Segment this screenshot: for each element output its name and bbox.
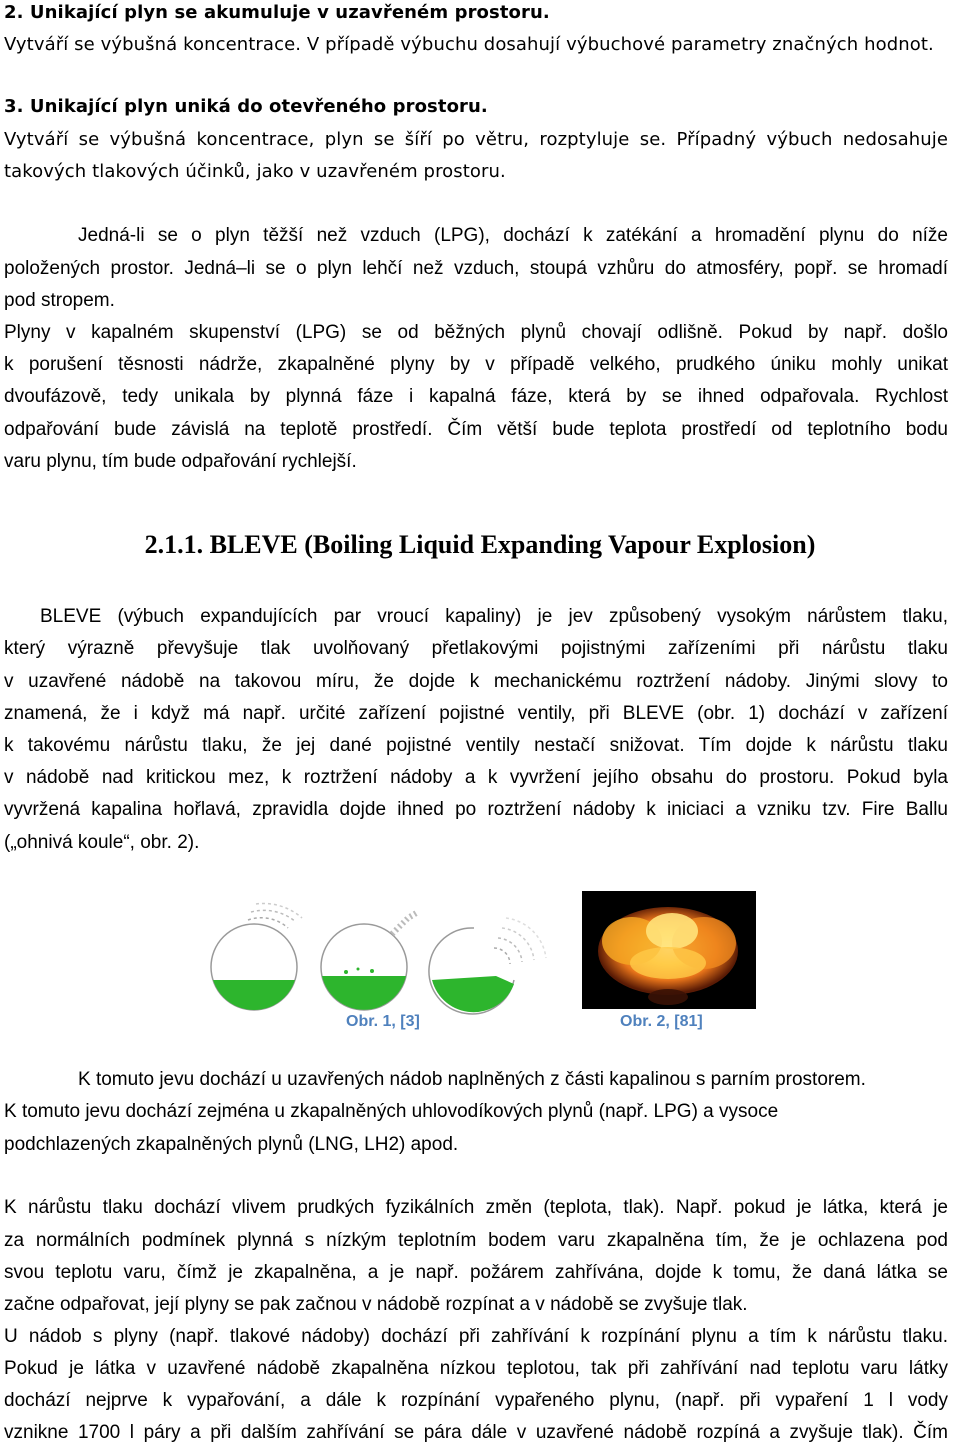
- paragraph-line: dvoufázově, tedy unikala by plynná fáze i kapalná fáze, která by se ihned odpařovala. Rychlost: [4, 386, 948, 407]
- paragraph-line: BLEVE (výbuch expandujících par vroucí kapaliny) je jev způsobený vysokým nárůstem tlaku,: [40, 606, 948, 627]
- section-2-text: Vytváří se výbušná koncentrace. V případě výbuchu dosahují výbuchové parametry značných hodnot.: [4, 34, 934, 55]
- paragraph-line: dochází nejprve k vypařování, a dále k rozpínání vypařeného plynu, (např. při vypaření 1 l vody: [4, 1390, 948, 1411]
- vessel-stage-2: [321, 912, 418, 1010]
- figure-1-caption: Obr. 1, [3]: [346, 1013, 420, 1030]
- paragraph-line: Plyny v kapalném skupenství (LPG) se od běžných plynů chovají odlišně. Pokud by např. došlo: [4, 322, 948, 343]
- section-heading: 2.1.1. BLEVE (Boiling Liquid Expanding Vapour Explosion): [144, 530, 816, 559]
- paragraph-line: v uzavřené nádobě na takovou míru, že dojde k mechanickému roztržení nádoby. Jinými slovy to: [4, 671, 948, 692]
- paragraph-line: začne odpařovat, její plyny se pak začnou v nádobě rozpínat a v nádobě se zvyšuje tlak.: [4, 1294, 748, 1315]
- paragraph-line: který výrazně převyšuje tlak uvolňovaný přetlakovými pojistnými zařízeními při nárůstu tlaku: [4, 638, 948, 659]
- paragraph-line: Pokud je látka v uzavřené nádobě zkapalněna nízkou teplotou, tak při zahřívání nad teplotu varu látky: [4, 1358, 948, 1379]
- paragraph-line: („ohnivá koule“, obr. 2).: [4, 832, 200, 853]
- figure-2-caption: Obr. 2, [81]: [620, 1013, 703, 1030]
- section-3-text-line: takových tlakových účinků, jako v uzavřeném prostoru.: [4, 161, 506, 182]
- paragraph-line: znamená, že i když má např. určité zařízení pojistné ventily, při BLEVE (obr. 1) dochází v zařízení: [4, 703, 948, 724]
- section-2-title: 2. Unikající plyn se akumuluje v uzavřeném prostoru.: [4, 2, 550, 23]
- paragraph-line: svou teplotu varu, čímž je zkapalněna, a je např. požárem zahřívána, dojde k tomu, že daná látka se: [4, 1262, 948, 1283]
- paragraph-line: položených prostor. Jedná–li se o plyn lehčí než vzduch, stoupá vzhůru do atmosféry, popř. se hromadí: [4, 258, 948, 279]
- section-3-text-line: Vytváří se výbušná koncentrace, plyn se šíří po větru, rozptyluje se. Případný výbuch nedosahuje: [4, 129, 948, 150]
- paragraph-line: Jedná-li se o plyn těžší než vzduch (LPG), dochází k zatékání a hromadění plynu do níže: [78, 225, 948, 246]
- paragraph-line: za normálních podmínek plynná s nízkým teplotním bodem varu zkapalněna tím, že je ochlazena pod: [4, 1230, 948, 1251]
- paragraph-line: k takovému nárůstu tlaku, že jej dané pojistné ventily nestačí snižovat. Tím dojde k nárůstu tlaku: [4, 735, 948, 756]
- section-3-title: 3. Unikající plyn uniká do otevřeného prostoru.: [4, 96, 488, 117]
- paragraph-line: varu plynu, tím bude odpařování rychlejší.: [4, 451, 357, 472]
- paragraph-line: K nárůstu tlaku dochází vlivem prudkých fyzikálních změn (teplota, tlak). Např. pokud je látka, která je: [4, 1197, 948, 1218]
- paragraph-line: vznikne 1700 l páry a při dalším zahřívání se pára dále v uzavřené nádobě rozpíná a zvyšuje tlak). Čím: [4, 1422, 948, 1443]
- paragraph-line: U nádob s plyny (např. tlakové nádoby) dochází při zahřívání k rozpínání plynu a tím k nárůstu tlaku.: [4, 1326, 948, 1347]
- paragraph-line: pod stropem.: [4, 290, 115, 311]
- paragraph-line: odpařování bude závislá na teplotě prostředí. Čím větší bude teplota prostředí od teplotního bodu: [4, 419, 948, 440]
- paragraph-line: k porušení těsnosti nádrže, zkapalněné plyny by v případě velkého, prudkého úniku mohly unikat: [4, 354, 948, 375]
- paragraph-line: K tomuto jevu dochází u uzavřených nádob naplněných z části kapalinou s parním prostorem.: [78, 1069, 866, 1090]
- paragraph-line: vyvržená kapalina hořlavá, zpravidla dojde ihned po roztržení nádoby k iniciaci a vzniku tzv. Fire Ballu: [4, 799, 948, 820]
- paragraph-line: v nádobě nad kritickou mez, k roztržení nádoby a k vyvržení jejího obsahu do prostoru. Pokud byla: [4, 767, 948, 788]
- vessel-stage-1: [211, 903, 302, 1010]
- bleve-sequence-figure: [196, 900, 576, 1015]
- paragraph-line: K tomuto jevu dochází zejména u zkapalněných uhlovodíkových plynů (např. LPG) a vysoce: [4, 1101, 779, 1122]
- vessel-stage-3: [429, 918, 546, 1014]
- fireball-photo: [582, 891, 756, 1009]
- paragraph-line: podchlazených zkapalněných plynů (LNG, LH2) apod.: [4, 1134, 459, 1155]
